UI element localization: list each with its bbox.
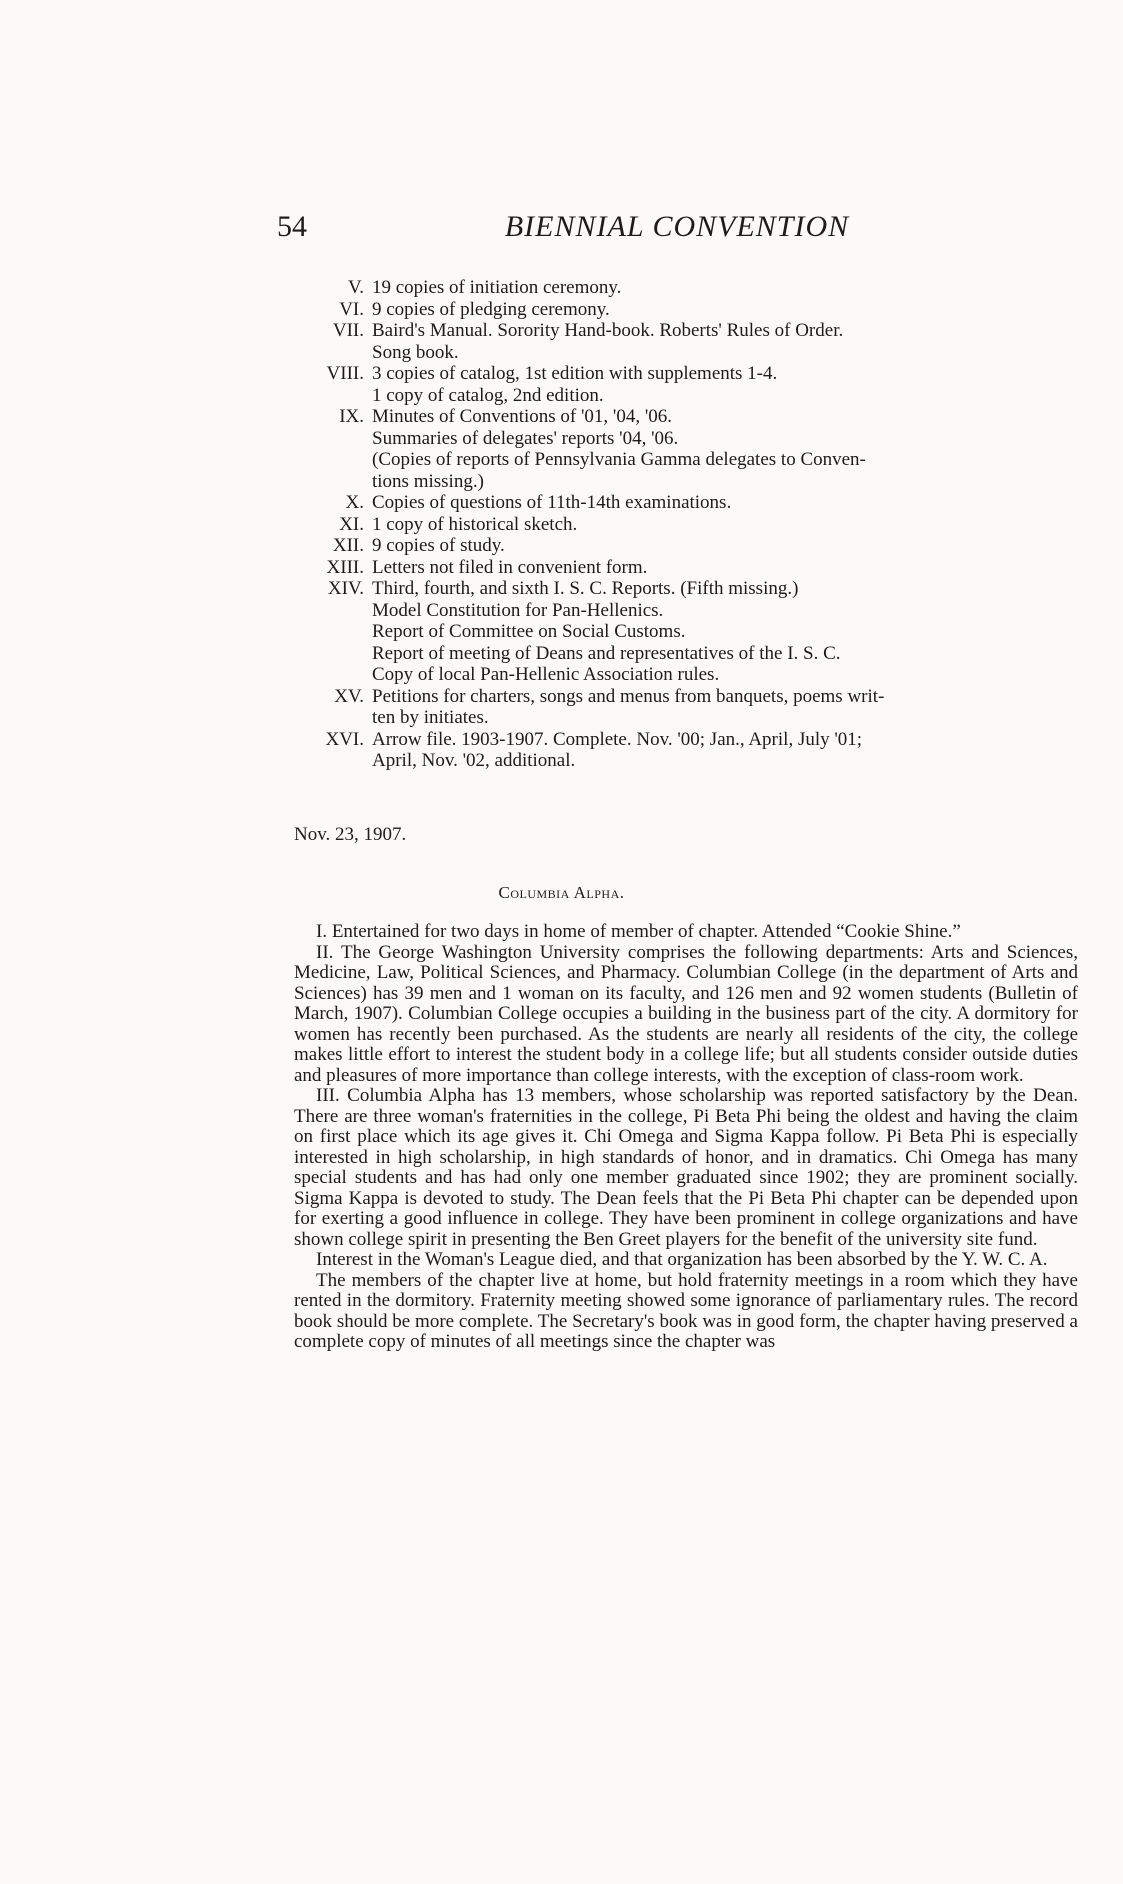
item-line: Baird's Manual. Sorority Hand-book. Roberts' Rules of Order. bbox=[372, 320, 844, 341]
item-text bbox=[372, 299, 1080, 321]
item-text bbox=[372, 729, 1080, 772]
item-text bbox=[372, 578, 1080, 686]
item-numeral: X. bbox=[345, 492, 364, 513]
item-line: Copy of local Pan-Hellenic Association rules. bbox=[372, 664, 720, 685]
inventory-list bbox=[300, 277, 1080, 772]
paragraph: The members of the chapter live at home, but hold fraternity meetings in a room which they have rented in the dormitory. Fraternity meeting showed some ignorance of parliamentary rules. The record book should be more complete. The Secretary's book was in good form, the chapter having preserved a complete copy of minutes of all meetings since the chapter was bbox=[294, 1269, 1078, 1352]
item-text bbox=[372, 363, 1080, 406]
page-number: 54 bbox=[277, 210, 307, 243]
inventory-item bbox=[300, 406, 1080, 492]
report-date: Nov. 23, 1907. bbox=[294, 824, 407, 845]
item-numeral: VIII. bbox=[326, 363, 364, 384]
item-text bbox=[372, 535, 1080, 557]
inventory-item bbox=[300, 729, 1080, 772]
item-line: 1 copy of historical sketch. bbox=[372, 513, 578, 535]
item-numeral: XIV. bbox=[327, 578, 364, 599]
item-numeral: XIII. bbox=[326, 556, 364, 578]
item-line: Letters not filed in convenient form. bbox=[372, 556, 648, 578]
report-body bbox=[294, 922, 1078, 1353]
paragraph: II. The George Washington University comprises the following departments: Arts and Sciences, Medicine, Law, Political Sciences, and Pharmacy. Columbian College (in the department of Arts and Sciences) has 39 men and 1 woman on its faculty, and 126 men and 92 women students (Bulletin of March, 1907). Columbian College occupies a building in the business part of the city. A dormitory for women has recently been purchased. As the students are nearly all residents of the city, the college makes little effort to interest the student body in a college life; but all students consider outside duties and pleasures of more importance than college interests, with the exception of class-room work. bbox=[294, 941, 1078, 1086]
item-numeral: V. bbox=[347, 277, 364, 298]
inventory-item bbox=[300, 535, 1080, 557]
item-text bbox=[372, 406, 1080, 492]
item-line: Minutes of Conventions of '01, '04, '06. bbox=[372, 406, 673, 427]
item-line: Arrow file. 1903-1907. Complete. Nov. '00; Jan., April, July '01; bbox=[372, 728, 863, 750]
item-line: Petitions for charters, songs and menus from banquets, poems writ- bbox=[372, 685, 885, 707]
item-numeral: XVI. bbox=[325, 728, 364, 750]
inventory-item bbox=[300, 557, 1080, 579]
paragraph: Interest in the Woman's League died, and that organization has been absorbed by the Y. W. C. A. bbox=[316, 1249, 1048, 1270]
item-line: 9 copies of pledging ceremony. bbox=[372, 298, 610, 320]
item-line: April, Nov. '02, additional. bbox=[372, 750, 576, 771]
inventory-item bbox=[300, 492, 1080, 514]
item-numeral: XII. bbox=[332, 535, 364, 556]
item-text bbox=[372, 514, 1080, 536]
item-numeral: XV. bbox=[334, 685, 364, 707]
item-line: Report of meeting of Deans and representatives of the I. S. C. bbox=[372, 642, 841, 664]
item-line: 3 copies of catalog, 1st edition with supplements 1-4. bbox=[372, 363, 778, 384]
item-text bbox=[372, 492, 1080, 514]
item-line: (Copies of reports of Pennsylvania Gamma delegates to Conven- bbox=[372, 449, 866, 470]
item-line: 1 copy of catalog, 2nd edition. bbox=[372, 384, 604, 406]
item-numeral: VI. bbox=[339, 298, 364, 320]
inventory-item bbox=[300, 299, 1080, 321]
item-text bbox=[372, 557, 1080, 579]
inventory-item bbox=[300, 578, 1080, 686]
item-line: ten by initiates. bbox=[372, 707, 489, 728]
inventory-item bbox=[300, 320, 1080, 363]
item-text bbox=[372, 320, 1080, 363]
item-text bbox=[372, 277, 1080, 299]
item-numeral: VII. bbox=[332, 320, 364, 341]
item-text bbox=[372, 686, 1080, 729]
running-title: BIENNIAL CONVENTION bbox=[504, 210, 850, 243]
item-line: 19 copies of initiation ceremony. bbox=[372, 277, 622, 298]
section-heading: Columbia Alpha. bbox=[498, 883, 625, 902]
item-line: Summaries of delegates' reports '04, '06. bbox=[372, 427, 679, 449]
item-line: Model Constitution for Pan-Hellenics. bbox=[372, 599, 664, 621]
item-line: 9 copies of study. bbox=[372, 535, 505, 556]
item-line: Song book. bbox=[372, 341, 459, 363]
item-line: Copies of questions of 11th-14th examinations. bbox=[372, 492, 732, 513]
item-line: Report of Committee on Social Customs. bbox=[372, 621, 686, 642]
paragraph: I. Entertained for two days in home of member of chapter. Attended “Cookie Shine.” bbox=[316, 921, 961, 942]
item-line: tions missing.) bbox=[372, 470, 484, 492]
item-line: Third, fourth, and sixth I. S. C. Reports. (Fifth missing.) bbox=[372, 578, 799, 599]
item-numeral: XI. bbox=[339, 513, 364, 535]
inventory-item bbox=[300, 686, 1080, 729]
inventory-item bbox=[300, 277, 1080, 299]
item-numeral: IX. bbox=[339, 406, 364, 427]
paragraph: III. Columbia Alpha has 13 members, whose scholarship was reported satisfactory by the Dean. There are three woman's fraternities in the college, Pi Beta Phi being the oldest and having the claim on first place which its age gives it. Chi Omega and Sigma Kappa follow. Pi Beta Phi is especially interested in high scholarship, in high standards of honor, and in dramatics. Chi Omega has many special students and has had only one member graduated since 1902; they are prominent socially. Sigma Kappa is devoted to study. The Dean feels that the Pi Beta Phi chapter can be depended upon for exerting a good influence in college. They have been prominent in college organizations and have shown college spirit in presenting the Ben Greet players for the benefit of the university site fund. bbox=[294, 1085, 1078, 1250]
inventory-item bbox=[300, 363, 1080, 406]
page-header bbox=[277, 210, 1077, 250]
inventory-item bbox=[300, 514, 1080, 536]
